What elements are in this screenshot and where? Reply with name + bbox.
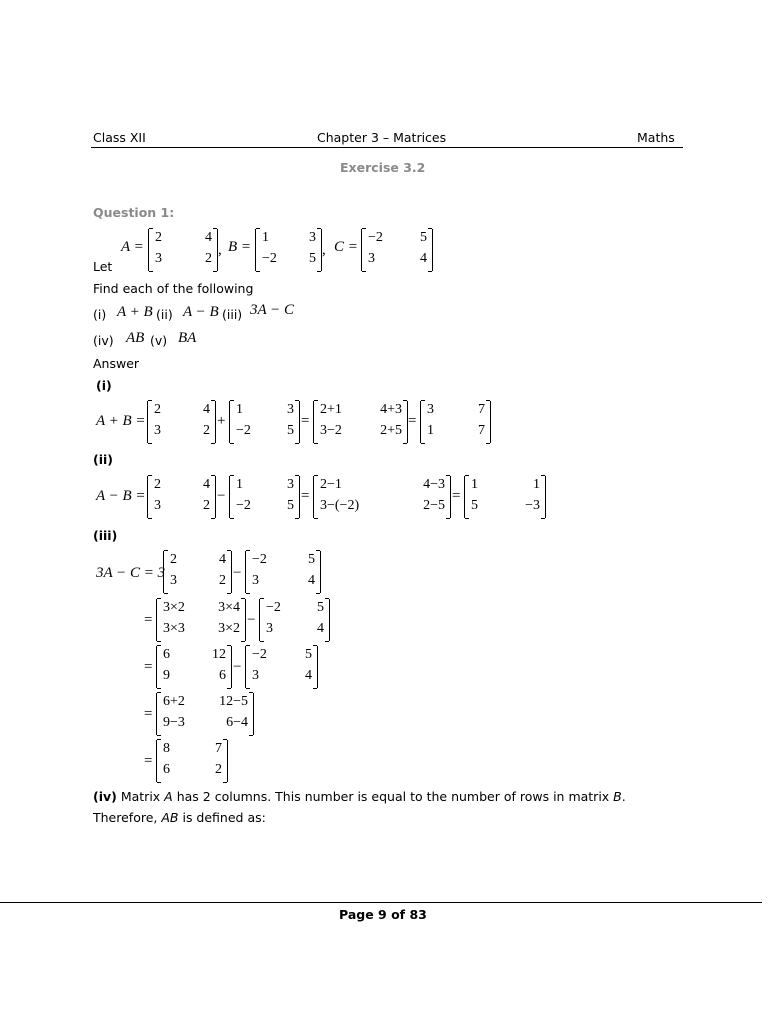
matrix-cell: 2	[205, 251, 212, 266]
part-ii-matrix-3	[313, 476, 451, 518]
matrix-cell: 3	[252, 573, 259, 588]
matrix-cell: 6+2	[163, 694, 185, 709]
matrix-cell: 3	[266, 621, 273, 636]
part-iii-marker: (iii)	[222, 307, 243, 322]
matrix-cell: 1	[533, 477, 540, 492]
matrix-cell: 3	[252, 668, 259, 683]
matrix-cell: 6	[163, 762, 170, 777]
matrix-cell: 6	[219, 668, 226, 683]
matrix-cell: 12−5	[219, 694, 248, 709]
matrix-cell: 3×3	[163, 621, 185, 636]
part-ii-eq-2: =	[452, 488, 461, 504]
part-ii-matrix-2	[229, 476, 300, 518]
part-iii-row4-matrix	[156, 693, 254, 735]
part-iv-var-a: A	[164, 789, 173, 804]
header-rule	[91, 147, 683, 148]
matrix-cell: 3×4	[218, 600, 240, 615]
matrix-cell: 5	[420, 230, 427, 245]
let-word: Let	[93, 259, 113, 274]
part-iv-sentence-1	[93, 789, 626, 804]
matrix-cell: 1	[471, 477, 478, 492]
part-iii-row5-eq: =	[144, 753, 153, 769]
matrix-cell: 4	[203, 402, 210, 417]
matrix-cell: −2	[368, 230, 383, 245]
matrix-cell: 3	[155, 251, 162, 266]
matrix-cell: 5	[471, 498, 478, 513]
part-iii-row2-minus: −	[247, 612, 256, 628]
matrix-cell: 3	[287, 477, 294, 492]
matrix-cell: 3	[368, 251, 375, 266]
matrix-cell: 2	[154, 477, 161, 492]
part-i-marker: (i)	[93, 307, 107, 322]
matrix-cell: −2	[262, 251, 277, 266]
matrix-cell: 3	[154, 498, 161, 513]
header-subject: Maths	[637, 130, 675, 145]
part-i-label: (i)	[96, 378, 112, 393]
given-matrix-B	[255, 229, 322, 271]
matrix-cell: 2	[154, 402, 161, 417]
part-i-eq-1: =	[301, 413, 310, 429]
matrix-cell: 5	[308, 552, 315, 567]
part-iii-row4-eq: =	[144, 706, 153, 722]
part-iv-label: (iv)	[93, 789, 117, 804]
matrix-cell: 2	[215, 762, 222, 777]
matrix-cell: 4	[308, 573, 315, 588]
part-iii-label: (iii)	[93, 528, 118, 543]
expr-ab: AB	[126, 330, 145, 346]
matrix-cell: 2	[170, 552, 177, 567]
matrix-cell: 1	[236, 477, 243, 492]
matrix-cell: 5	[309, 251, 316, 266]
matrix-cell: 1	[262, 230, 269, 245]
matrix-cell: 3	[309, 230, 316, 245]
matrix-cell: 2−5	[423, 498, 445, 513]
part-iii-row2-matrix-2	[259, 599, 330, 641]
matrix-cell: 7	[215, 741, 222, 756]
expr-3a-minus-c: 3A − C	[250, 302, 295, 318]
matrix-cell: −2	[236, 423, 251, 438]
matrix-cell: 7	[478, 402, 485, 417]
part-iii-row1-matrix-1	[163, 551, 232, 593]
header-chapter: Chapter 3 – Matrices	[317, 130, 447, 145]
exercise-title: Exercise 3.2	[340, 160, 426, 175]
part-v-marker: (v)	[150, 333, 168, 348]
find-text: Find each of the following	[93, 281, 254, 296]
matrix-cell: 3	[427, 402, 434, 417]
matrix-cell: 3×2	[163, 600, 185, 615]
matrix-cell: 6	[163, 647, 170, 662]
part-i-matrix-2	[229, 401, 300, 443]
part-iii-row3-matrix-1	[156, 646, 232, 688]
part-i-lhs: A + B =	[96, 413, 146, 429]
sep-2: ,	[322, 242, 326, 258]
part-i-matrix-4	[420, 401, 491, 443]
part-ii-eq-1: =	[301, 488, 310, 504]
expr-a-plus-b: A + B	[117, 304, 153, 320]
part-iv-var-b: B	[613, 789, 622, 804]
matrix-cell: −3	[525, 498, 540, 513]
matrix-cell: 9−3	[163, 715, 185, 730]
part-ii-minus: −	[217, 488, 226, 504]
C-lhs: C =	[334, 239, 358, 255]
matrix-cell: 6−4	[226, 715, 248, 730]
matrix-cell: 2	[203, 498, 210, 513]
part-iii-row2-matrix-1	[156, 599, 246, 641]
matrix-cell: 2	[155, 230, 162, 245]
part-iv-text-1: Matrix	[116, 789, 165, 804]
question-label: Question 1:	[93, 205, 175, 220]
matrix-cell: 5	[305, 647, 312, 662]
matrix-cell: 4	[305, 668, 312, 683]
matrix-cell: 9	[163, 668, 170, 683]
part-ii-lhs: A − B =	[96, 488, 146, 504]
matrix-cell: 3	[287, 402, 294, 417]
part-ii-label: (ii)	[93, 452, 113, 467]
part-iii-lhs: 3A − C = 3	[96, 565, 166, 581]
matrix-cell: 4+3	[380, 402, 402, 417]
matrix-cell: 4	[205, 230, 212, 245]
page-number: Page 9 of 83	[339, 907, 427, 922]
given-matrix-C	[361, 229, 433, 271]
part-i-plus: +	[217, 413, 226, 429]
matrix-cell: −2	[252, 647, 267, 662]
matrix-cell: 2−1	[320, 477, 342, 492]
B-lhs: B =	[228, 239, 252, 255]
part-iii-row3-matrix-2	[245, 646, 318, 688]
sep-1: ,	[218, 242, 222, 258]
matrix-cell: 2	[203, 423, 210, 438]
matrix-cell: 4	[219, 552, 226, 567]
matrix-cell: 5	[287, 498, 294, 513]
matrix-cell: 4	[203, 477, 210, 492]
matrix-cell: 3	[154, 423, 161, 438]
part-iii-row1-minus: −	[233, 565, 242, 581]
matrix-cell: 4	[317, 621, 324, 636]
A-lhs: A =	[121, 239, 144, 255]
matrix-cell: −2	[236, 498, 251, 513]
expr-ba: BA	[178, 330, 197, 346]
part-iv-marker: (iv)	[93, 333, 114, 348]
matrix-cell: 4	[420, 251, 427, 266]
matrix-cell: −2	[252, 552, 267, 567]
part-iv-var-ab: AB	[161, 810, 179, 825]
part-ii-matrix-4	[464, 476, 546, 518]
part-iv-text-2: has 2 columns. This number is equal to the number of rows in matrix	[172, 789, 614, 804]
matrix-cell: 5	[287, 423, 294, 438]
matrix-cell: −2	[266, 600, 281, 615]
part-iii-row5-matrix	[156, 740, 228, 782]
matrix-cell: 3−2	[320, 423, 342, 438]
part-i-matrix-1	[147, 401, 216, 443]
matrix-cell: 2	[219, 573, 226, 588]
part-iii-row1-matrix-2	[245, 551, 321, 593]
matrix-cell: 8	[163, 741, 170, 756]
part-ii-marker: (ii)	[156, 307, 173, 322]
matrix-cell: 2+1	[320, 402, 342, 417]
matrix-cell: 1	[427, 423, 434, 438]
expr-a-minus-b: A − B	[183, 304, 219, 320]
matrix-cell: 2+5	[380, 423, 402, 438]
header-class: Class XII	[93, 130, 146, 145]
part-iv-text-3: .	[621, 789, 626, 804]
answer-label: Answer	[93, 356, 140, 371]
matrix-cell: 5	[317, 600, 324, 615]
matrix-cell: 1	[236, 402, 243, 417]
part-iv-sentence-2	[93, 810, 266, 825]
matrix-cell: 3	[170, 573, 177, 588]
part-iii-row2-eq: =	[144, 612, 153, 628]
part-i-eq-2: =	[408, 413, 417, 429]
part-ii-matrix-1	[147, 476, 216, 518]
part-iv-text-4: Therefore,	[93, 810, 162, 825]
part-iv-text-5: is defined as:	[178, 810, 266, 825]
part-iii-row3-minus: −	[233, 659, 242, 675]
given-matrix-A	[148, 229, 218, 271]
footer-rule	[0, 902, 762, 903]
matrix-cell: 4−3	[423, 477, 445, 492]
matrix-cell: 12	[212, 647, 226, 662]
matrix-cell: 7	[478, 423, 485, 438]
part-i-matrix-3	[313, 401, 408, 443]
matrix-cell: 3×2	[218, 621, 240, 636]
matrix-cell: 3−(−2)	[320, 498, 360, 513]
part-iii-row3-eq: =	[144, 659, 153, 675]
